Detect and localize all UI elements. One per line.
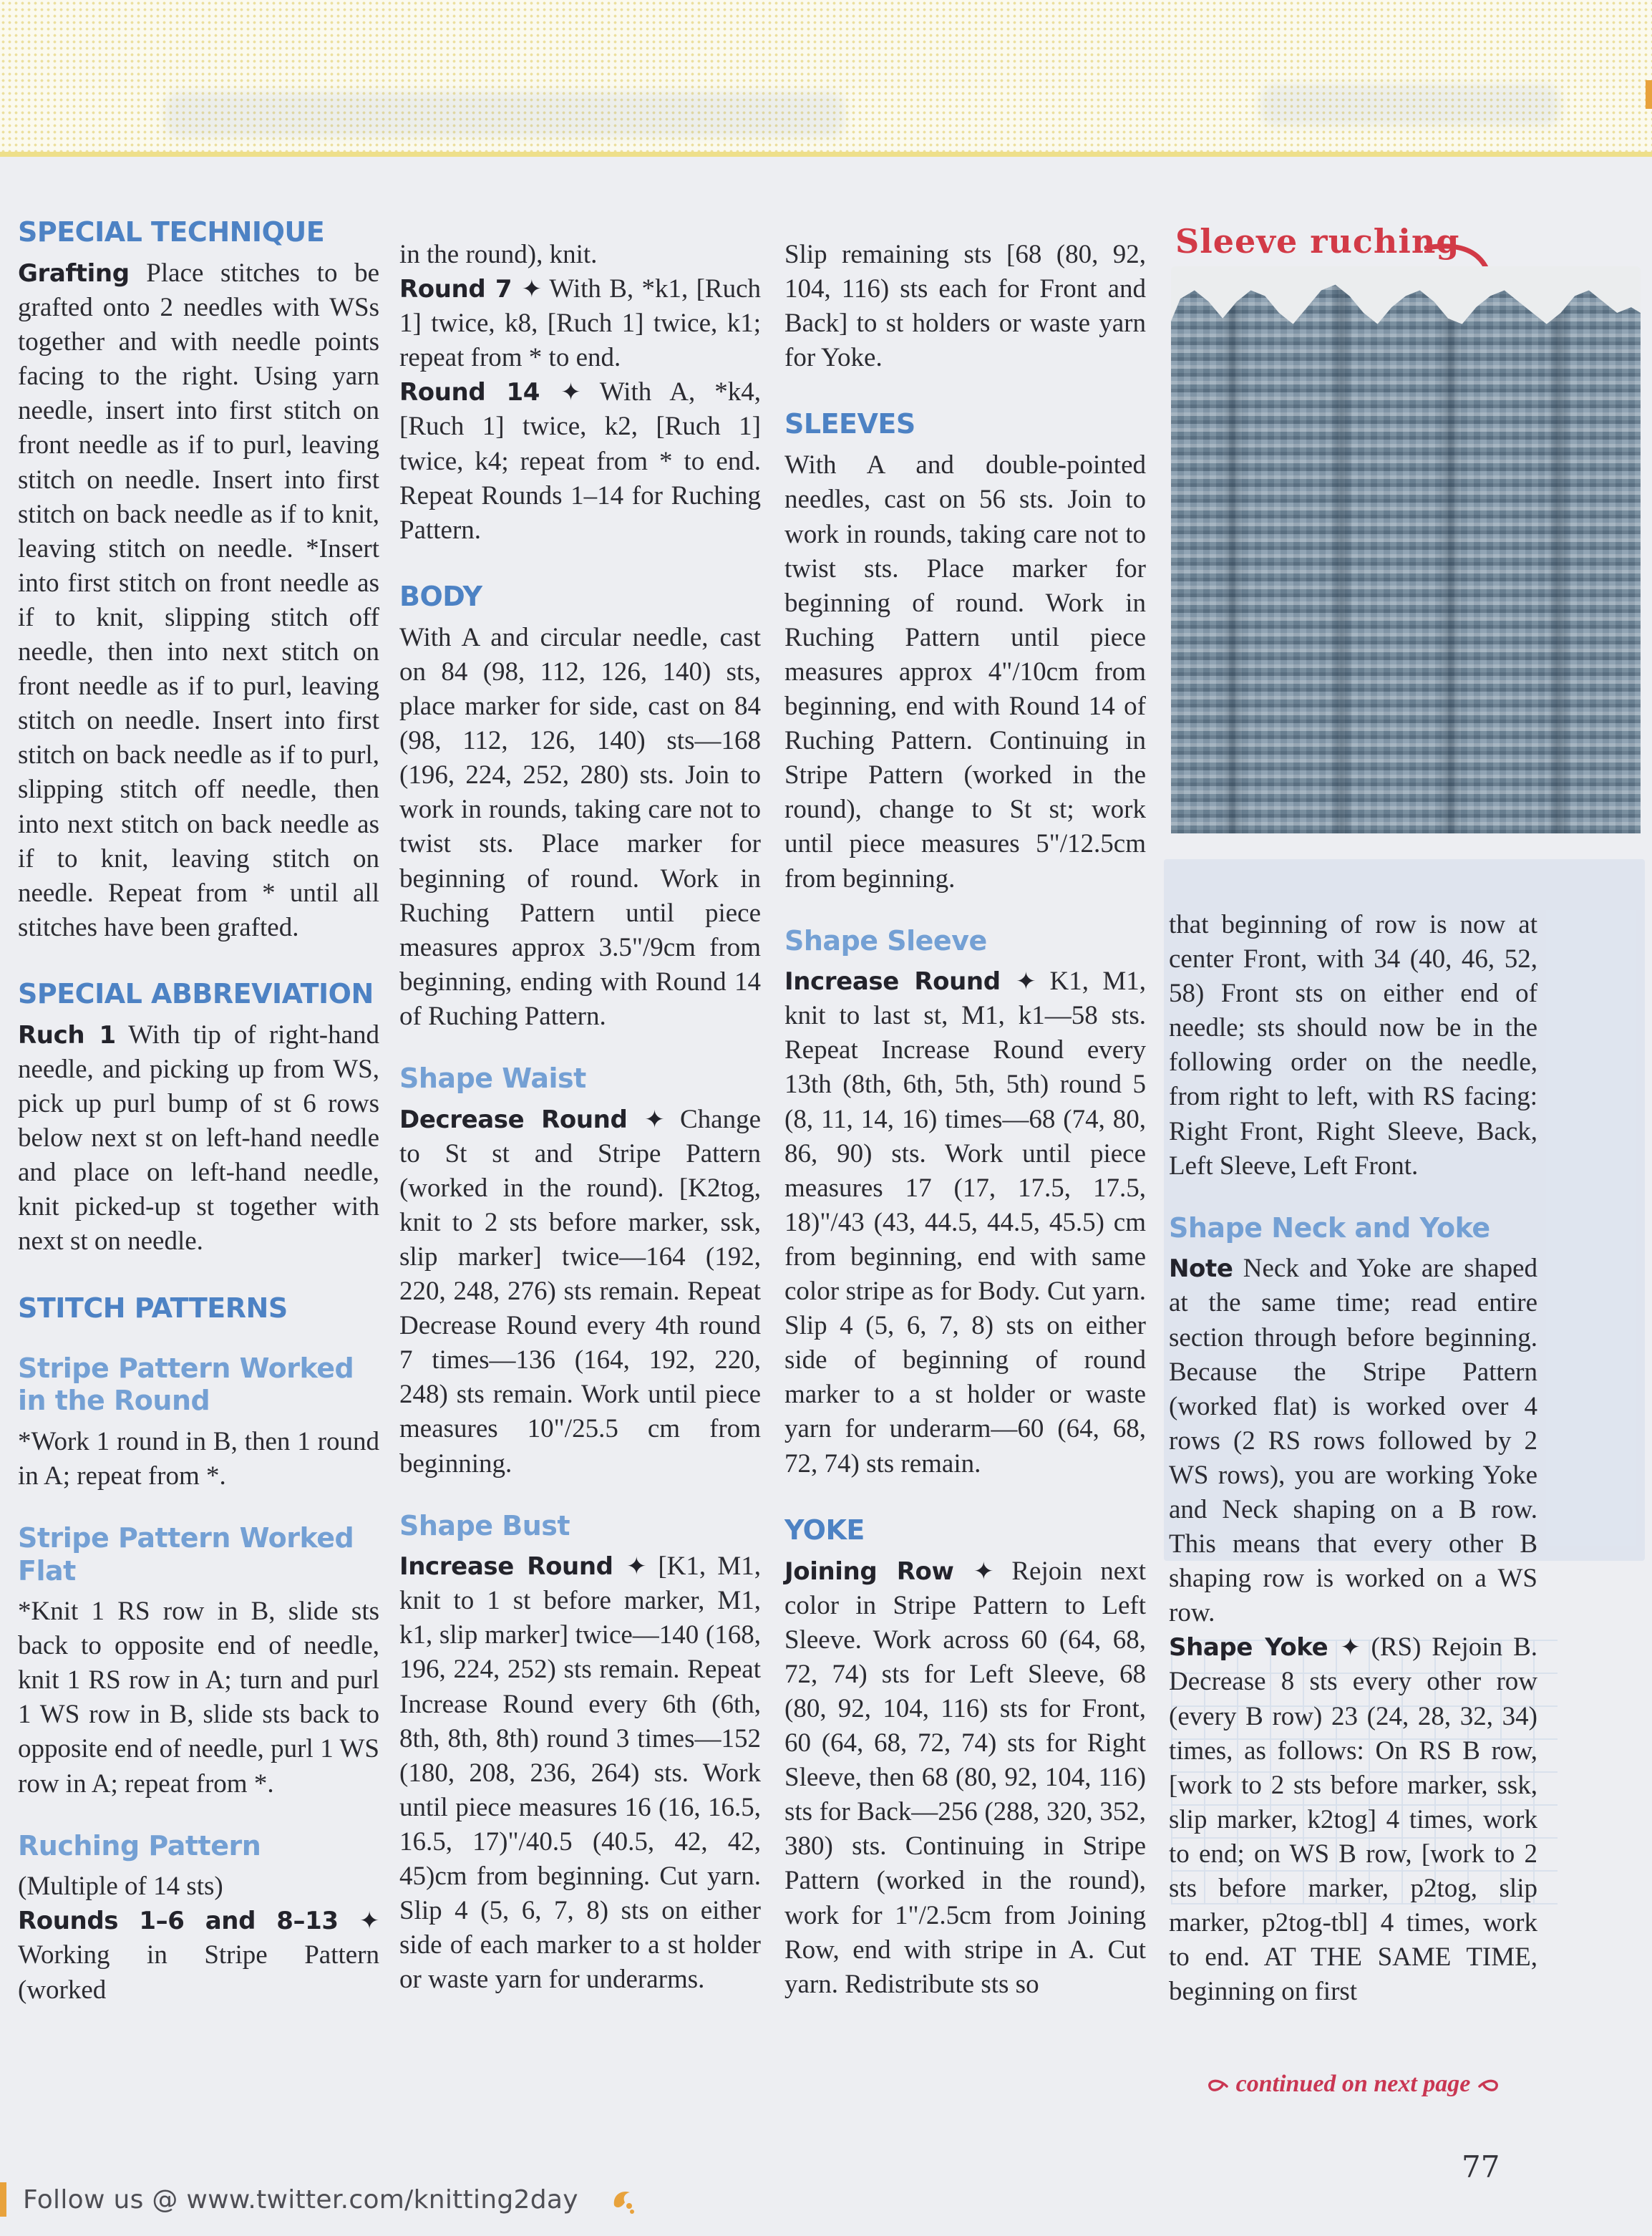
top-band-rule (0, 152, 1652, 157)
body-text: Neck and Yoke are shaped at the same time; read entire section through before beginning. Because the Stripe Pattern (worked flat) is worked over 4 rows (2 RS rows followed by 2 WS rows), you are working Yoke and Neck shaping on a B row. This means that every other B shaping row is worked on a WS row. (1169, 1254, 1537, 1628)
ruched-knit-fabric (1171, 271, 1641, 833)
paragraph (399, 621, 761, 1034)
body-text: With A and circular needle, cast on 84 (98, 112, 126, 140) sts, place marker for side, cast on 84 (98, 112, 126, 140) sts—168 (196, 224, 252, 280) sts. Join to work in rounds, taking care not to twist sts. Place marker for beginning of round. Work in Ruching Pattern until piece measures approx 3.5"/9cm from beginning, ending with Round 14 of Ruching Pattern. (399, 622, 761, 1031)
body-text: With A and double-pointed needles, cast on 56 sts. Join to work in rounds, taking care not to twist sts. Place marker for beginning of round. Work in Ruching Pattern until piece measures approx 4"/10cm from beginning, end with Round 14 of Ruching Pattern. Continuing in Stripe Pattern (worked in the round), change to St st; work until piece measures 5"/12.5cm from beginning. (784, 450, 1146, 894)
paragraph (18, 1904, 379, 2007)
continued-on-next-page: continued on next page (1169, 2071, 1537, 2098)
body-text: Working in Stripe Pattern (worked (18, 1940, 379, 2005)
knitted-fabric-photo (1171, 266, 1641, 833)
bold-label: Grafting (18, 259, 130, 288)
column-3 (784, 238, 1146, 2002)
bold-label: Joining Row ✦ (784, 1557, 994, 1586)
paragraph (1169, 908, 1537, 1184)
body-text: *Knit 1 RS row in B, slide sts back to opposite end of needle, knit 1 RS row in A; turn and purl 1 WS row in B, slide sts back to opposite end of needle, purl 1 WS row in A; repeat from *. (18, 1597, 379, 1799)
footer (0, 2177, 1652, 2227)
ornament-left-icon (1205, 2076, 1230, 2095)
bold-label: Shape Yoke ✦ (1169, 1633, 1361, 1663)
paragraph (18, 1869, 379, 1904)
paragraph (18, 1594, 379, 1801)
footer-accent-bar (0, 2182, 6, 2217)
body-text: With B, *k1, [Ruch 1] twice, k8, [Ruch 1] twice, k1; repeat from * to end. (399, 274, 762, 373)
sub-heading: Shape Neck and Yoke (1169, 1211, 1490, 1244)
paragraph (784, 964, 1146, 1481)
page-edge-mark (1646, 80, 1652, 109)
column-1 (18, 216, 379, 2008)
page-number: 77 (1462, 2149, 1500, 2184)
photo-caption: Sleeve ruching (1175, 222, 1460, 261)
paragraph (399, 238, 761, 272)
body-text: K1, M1, knit to last st, M1, k1—58 sts. Repeat Increase Round every 13th (8th, 6th, 5th, 5th) round 5 (8, 11, 14, 16) times—68 (74, 80, 86, 90) sts. Work until piece measures 17 (17, 17.5, 17.5, 18)"/43 (43, 44.5, 44.5, 45.5) cm from beginning, end with same color stripe as for Body. Cut yarn. Slip 4 (5, 6, 7, 8) sts on either side of beginning of round marker to a st holder or waste yarn for underarm—60 (64, 68, 72, 74) sts remain. (784, 967, 1146, 1478)
body-text: (Multiple of 14 sts) (18, 1872, 223, 1902)
footer-social-link[interactable]: Follow us @ www.twitter.com/knitting2day (23, 2185, 578, 2215)
section-heading: SPECIAL ABBREVIATION (18, 977, 374, 1010)
sub-heading: Ruching Pattern (18, 1829, 261, 1862)
bold-label: Increase Round ✦ (784, 967, 1036, 997)
bird-icon (610, 2187, 636, 2218)
paragraph (399, 375, 761, 547)
body-text: (RS) Rejoin B. Decrease 8 sts every other row (every B row) 23 (24, 28, 32, 34) times, as follows: On RS B row, [work to 2 sts before marker, ssk, slip marker, k2tog] 4 times, work to end; on WS B row, [work to 2 sts before marker, p2tog, slip marker, p2tog-tbl] 4 times, work to end. AT THE SAME TIME, beginning on first (1169, 1632, 1537, 2007)
sub-heading: Shape Waist (399, 1062, 586, 1094)
body-text: that beginning of row is now at center Front, with 34 (40, 46, 52, 58) Front sts on either end of needle; sts should now be in the following order on the needle, from right to left, with RS facing: Right Front, Right Sleeve, Back, Left Sleeve, Left Front. (1169, 910, 1537, 1181)
body-text: Place stitches to be grafted onto 2 needles with WSs together and with needle points facing to the right. Using yarn needle, insert into first stitch on front needle as if to purl, leaving stitch on needle. Insert into first stitch on back needle as if to knit, leaving stitch on needle. *Insert into first stitch on front needle as if to knit, slipping stitch off needle, then into next stitch on front needle as if to purl, leaving stitch on needle. Insert into first stitch on back needle as if to purl, slipping stitch off needle, then into next stitch on back needle as if to knit, leaving stitch on needle. Repeat from * until all stitches have been grafted. (18, 258, 379, 942)
section-heading: SPECIAL TECHNIQUE (18, 216, 325, 248)
body-text: With tip of right-hand needle, and picking up from WS, pick up purl bump of st 6 rows below next st on left-hand needle and place on left-hand needle, knit picked-up st together with next st on needle. (18, 1020, 379, 1257)
bold-label: Decrease Round ✦ (399, 1105, 665, 1134)
column-2 (399, 238, 761, 1997)
paragraph (399, 1103, 761, 1481)
sub-heading: Shape Bust (399, 1509, 570, 1542)
body-text: [K1, M1, knit to 1 st before marker, M1, k1, slip marker] twice—140 (168, 196, 224, 252) sts remain. Repeat Increase Round every 6th (6th, 8th, 8th, 8th) round 3 times—152 (180, 208, 236, 264) sts. Work until piece measures 16 (16, 16.5, 16.5, 17)"/40.5 (40.5, 42, 42, 45)cm from beginning. Cut yarn. Slip 4 (5, 6, 7, 8) sts on either side of each marker to a st holder or waste yarn for underarms. (399, 1552, 761, 1995)
paragraph (18, 256, 379, 945)
body-text: Slip remaining sts [68 (80, 92, 104, 116) sts each for Front and Back] to st holders or waste yarn for Yoke. (784, 240, 1146, 373)
bold-label: Round 14 ✦ (399, 378, 581, 407)
paragraph (18, 1425, 379, 1494)
body-text: *Work 1 round in B, then 1 round in A; repeat from *. (18, 1426, 379, 1491)
bold-label: Note (1169, 1254, 1233, 1284)
paragraph (784, 238, 1146, 375)
section-heading: STITCH PATTERNS (18, 1292, 288, 1324)
paragraph (784, 1554, 1146, 2002)
ghost-bleed-through (165, 92, 845, 137)
bold-label: Round 7 ✦ (399, 275, 542, 304)
paragraph (1169, 1252, 1537, 1630)
body-text: Rejoin next color in Stripe Pattern to Left Sleeve. Work across 60 (64, 68, 72, 74) sts for Left Sleeve, 68 (80, 92, 104, 116) sts for Front, 60 (64, 68, 72, 74) sts for Right Sleeve, then 68 (80, 92, 104, 116) sts for Back—256 (288, 320, 352, 380) sts. Continuing in Stripe Pattern (worked in the round), work for 1"/2.5cm from Joining Row, end with stripe in A. Cut yarn. Redistribute sts so (784, 1556, 1146, 1999)
body-text: Change to St st and Stripe Pattern (worked in the round). [K2tog, knit to 2 sts before marker, ssk, slip marker] twice—164 (192, 220, 248, 276) sts remain. Repeat Decrease Round every 4th round 7 times—136 (164, 192, 220, 248) sts remain. Work until piece measures 10"/25.5 cm from beginning. (399, 1104, 761, 1478)
paragraph (784, 448, 1146, 896)
column-4 (1169, 908, 1537, 2009)
bold-label: Ruch 1 (18, 1020, 116, 1050)
paragraph (1169, 1630, 1537, 2009)
body-text: in the round), knit. (399, 240, 598, 269)
ghost-bleed-through (1260, 84, 1560, 126)
continued-line-wrap (1169, 2071, 1537, 2098)
sub-heading: Stripe Pattern Worked in the Round (18, 1352, 354, 1417)
sub-heading: Shape Sleeve (784, 924, 987, 957)
bold-label: Increase Round ✦ (399, 1552, 647, 1582)
sub-heading: Stripe Pattern Worked Flat (18, 1521, 354, 1587)
ornament-right-icon (1477, 2076, 1501, 2095)
section-heading: BODY (399, 580, 482, 612)
paragraph (399, 272, 761, 375)
paragraph (18, 1018, 379, 1259)
paragraph (399, 1549, 761, 1997)
section-heading: YOKE (784, 1514, 865, 1546)
section-heading: SLEEVES (784, 408, 915, 440)
bold-label: Rounds 1–6 and 8–13 ✦ (18, 1907, 379, 1936)
body-text: With A, *k4, [Ruch 1] twice, k2, [Ruch 1] twice, k4; repeat from * to end. Repeat Rounds 1–14 for Ruching Pattern. (399, 377, 762, 545)
